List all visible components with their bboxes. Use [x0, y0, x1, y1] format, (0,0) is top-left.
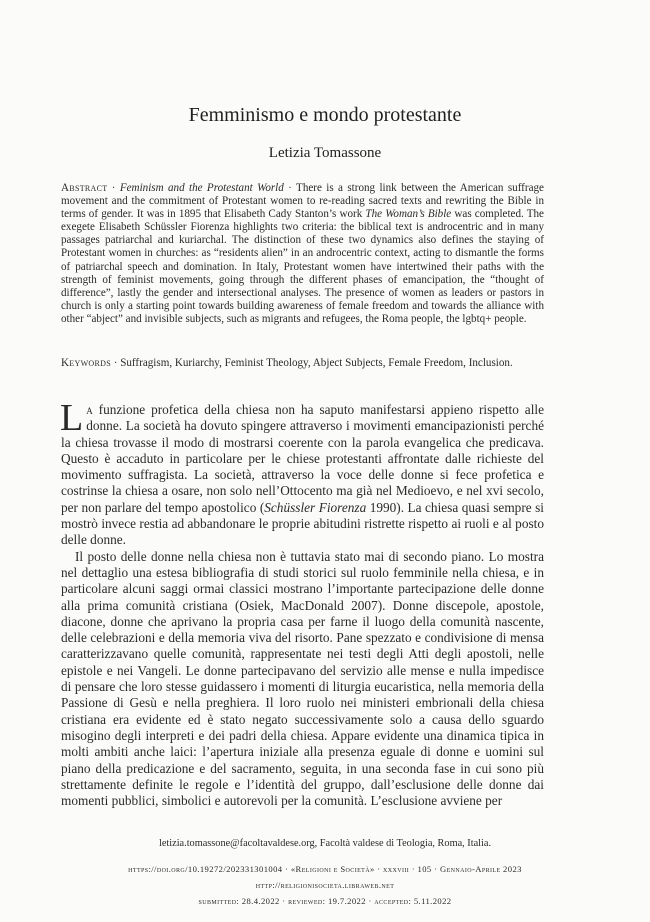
submission-dates: submitted: 28.4.2022 · reviewed: 19.7.2022 · accepted: 5.11.2022: [198, 896, 452, 906]
paragraph-1-text: funzione profetica della chiesa non ha saputo manifestarsi appieno rispetto alle donne. La società ha dovuto spingere attraverso i movimenti emancipazionisti perché la chiesa trovasse il modo di mostrarsi coerente con la parola evangelica che predicava. Questo è accaduto in particolare per le chiese protestanti affrontate dalle richieste del movimento suffragista. La società, attraverso la voce delle donne si fece profetica e costrinse la chiesa a osare, non solo nell’Ottocento ma già nel Medioevo, e nel xvi secolo, per non parlare del tempo apostolico (: [61, 402, 544, 515]
abstract-separator: ·: [107, 182, 120, 194]
keywords: [61, 357, 544, 370]
drop-cap: L: [60, 397, 84, 439]
abstract-english-title: Feminism and the Protestant World: [119, 182, 284, 194]
abstract-text-2: was completed. The exegete Elisabeth Schüssler Fiorenza highlights two criteria: the biblical text is androcentric and in many passages patriarchal and kuriarchal. The distinction of these two dynamics also defines the staying of Protestant women in churches: as “residents alien” in an androcentric context, acting to dismantle the forms of patriarchal speech and domination. In Italy, Protestant women have intertwined their paths with the strength of feminist movements, going through the different phases of emancipation, the “thought of difference”, lastly the gender and intersectional analyses. The presence of women as leaders or pastors in church is only a starting point towards building awareness of female freedom and towards the alliance with other “abject” and invisible subjects, such as migrants and refugees, the Roma people, the lgbtq+ people.: [61, 208, 544, 325]
author-name: Letizia Tomassone: [268, 145, 382, 161]
page-number: 105: [417, 864, 432, 874]
citation-author: Schüssler Fiorenza: [264, 499, 367, 515]
lead-letters: a: [86, 402, 93, 417]
abstract-separator-2: ·: [283, 182, 297, 194]
paragraph-1-text-2: 1990). La chiesa quasi sempre si mostrò invece restia ad abbandonare le proprie abitudini ristrette rispetto ai ruoli e al posto delle donne.: [61, 499, 544, 548]
journal-name: «Religioni e Società»: [290, 864, 375, 874]
keywords-label: Keywords: [61, 357, 111, 369]
doi-line: https://doi.org/10.19272/202331301004 · «Religioni e Società» · xxxviii · 105 · Gennaio-Aprile 2023: [128, 864, 522, 874]
paper-title: Femminismo e mondo protestante: [188, 104, 462, 126]
paragraph-1: [60, 397, 544, 549]
keywords-separator: ·: [110, 357, 121, 369]
issue: Gennaio-Aprile 2023: [439, 864, 522, 874]
paragraph-2: Il posto delle donne nella chiesa non è tuttavia stato mai di secondo piano. Lo mostra nel dettaglio una estesa bibliografia di studi storici sul ruolo femminile nella chiesa, e in particolare alcuni saggi ormai classici mostrano l’importante partecipazione delle donne alla prima comunità cristiana (Osiek, MacDonald 2007). Donne discepole, apostole, diacone, donne che aprivano la propria casa per farne il luogo della comunità nascente, delle celebrazioni e della memoria viva del risorto. Pane spezzato e condivisione di mensa caratterizzavano quelle comunità, rappresentate nei testi degli Atti degli apostoli, nelle epistole e nei Vangeli. Le donne partecipavano del servizio alle mense e nulla impedisce di pensare che loro stesse guidassero i momenti di liturgia eucaristica, nella memoria della Passione di Gesù e nella preghiera. Il loro ruolo nei ministeri embrionali della chiesa cristiana era evidente ed è stato negato successivamente solo a causa dello sguardo misogino degli interpreti e dei padri della chiesa. Appare evidente una dinamica tipica in molti ambiti anche laici: l’apertura iniziale alla presenza eguale di donne e uomini sul piano della predicazione e del sacramento, seguita, in una seconda fase in cui sono più strettamente definite le regole e l’identità del gruppo, dall’esclusione delle donne dai momenti pubblici, simbolici e autorevoli per la comunità. L’esclusione avviene per: [61, 548, 544, 809]
abstract-work-title: The Woman’s Bible: [365, 208, 452, 221]
abstract-label: Abstract: [61, 182, 108, 194]
abstract-text: There is a strong link between the American suffrage movement and the commitment of Protestant women to re-reading sacred texts and rewriting the Bible in terms of gender. It was in 1895 that Elisabeth Cady Stanton’s work: [61, 182, 544, 221]
doi-link[interactable]: https://doi.org/10.19272/202331301004: [128, 864, 283, 874]
keywords-text: Suffragism, Kuriarchy, Feminist Theology, Abject Subjects, Female Freedom, Inclusion.: [120, 357, 513, 369]
volume: xxxviii: [383, 864, 410, 874]
abstract: [61, 182, 544, 326]
body-text: [60, 397, 544, 809]
author-affiliation-footnote: letizia.tomassone@facoltavaldese.org, Facoltà valdese di Teologia, Roma, Italia.: [158, 838, 492, 849]
website-link[interactable]: http://religionisocieta.libraweb.net: [255, 880, 395, 890]
